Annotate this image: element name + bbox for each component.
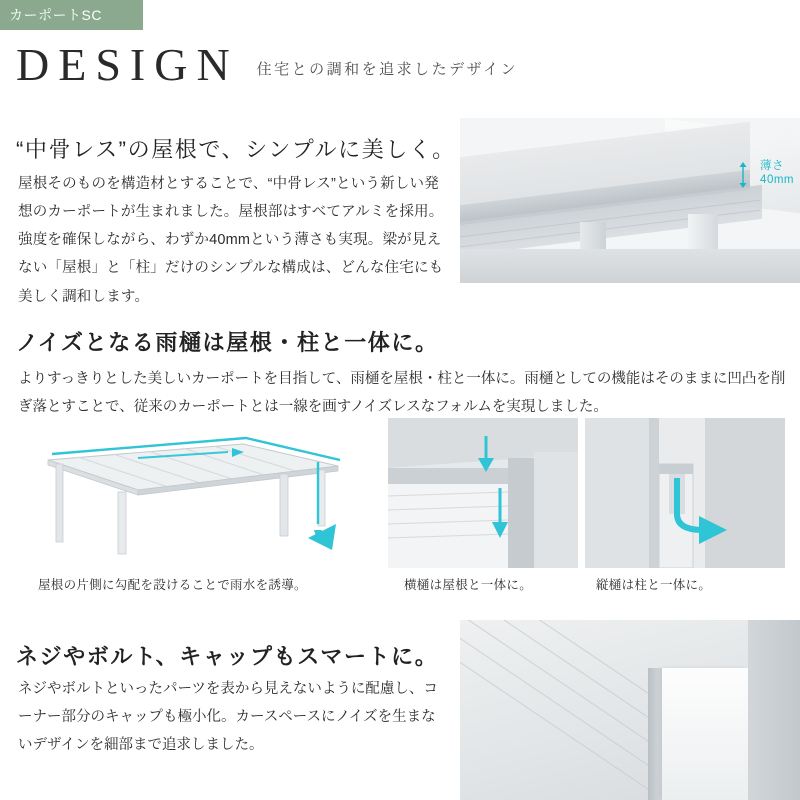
section-1-body: 屋根そのものを構造材とすることで、“中骨レス”という新しい発想のカーポートが生まれました。屋根部はすべてアルミを採用。強度を確保しながら、わずか40mmという薄さも実現。梁が見えない「屋根」と「柱」だけのシンプルな構成は、どんな住宅にも美しく調和します。 (18, 175, 444, 305)
figure-b-illustration (388, 418, 578, 568)
photo3-corner-cap (662, 668, 748, 800)
figure-caption-3: 縦樋は柱と一体に。 (596, 578, 712, 592)
photo3-shadow-side (748, 620, 800, 800)
section-3-body: ネジやボルトといったパーツを表から見えないように配慮し、コーナー部分のキャップも極小化。カースペースにノイズを生まないデザインを細部まで追求しました。 (18, 680, 438, 754)
figure-c-illustration (585, 418, 785, 568)
thickness-label: 薄さ (760, 160, 785, 172)
figure-caption-1: 屋根の片側に勾配を設けることで雨水を誘導。 (38, 578, 307, 592)
page-title: DESIGN (16, 39, 239, 90)
photo-corner-cap-detail (460, 620, 800, 800)
section-1-heading: “中骨レス”の屋根で、シンプルに美しく。 (16, 137, 456, 163)
section-2-body: よりすっきりとした美しいカーポートを目指して、雨樋を屋根・柱と一体に。雨樋としての機能はそのままに凹凸を削ぎ落とすことで、従来のカーポートとは一線を画すノイズレスなフォルムを実現しました。 (18, 370, 786, 415)
header-bar (0, 0, 143, 30)
thickness-callout (760, 159, 794, 188)
thickness-arrow-icon (738, 162, 748, 188)
product-label: カーポートSC (9, 7, 102, 23)
figure-vertical-gutter-photo (585, 418, 785, 568)
photo3-beam-edge (648, 668, 662, 800)
photo-carport-roof-thickness (460, 118, 800, 283)
section-3-heading: ネジやボルト、キャップもスマートに。 (16, 644, 439, 670)
section-2-heading: ノイズとなる雨樋は屋根・柱と一体に。 (16, 330, 439, 356)
design-title-block (16, 39, 519, 90)
thickness-value: 40mm (760, 174, 794, 187)
page-subtitle: 住宅との調和を追求したデザイン (256, 61, 519, 78)
figure-horizontal-gutter-photo (388, 418, 578, 568)
carport-drawing (18, 418, 368, 568)
figure-caption-2: 横樋は屋根と一体に。 (404, 578, 533, 592)
figure-roof-slope-diagram (18, 418, 368, 568)
photo1-ground (460, 249, 800, 283)
